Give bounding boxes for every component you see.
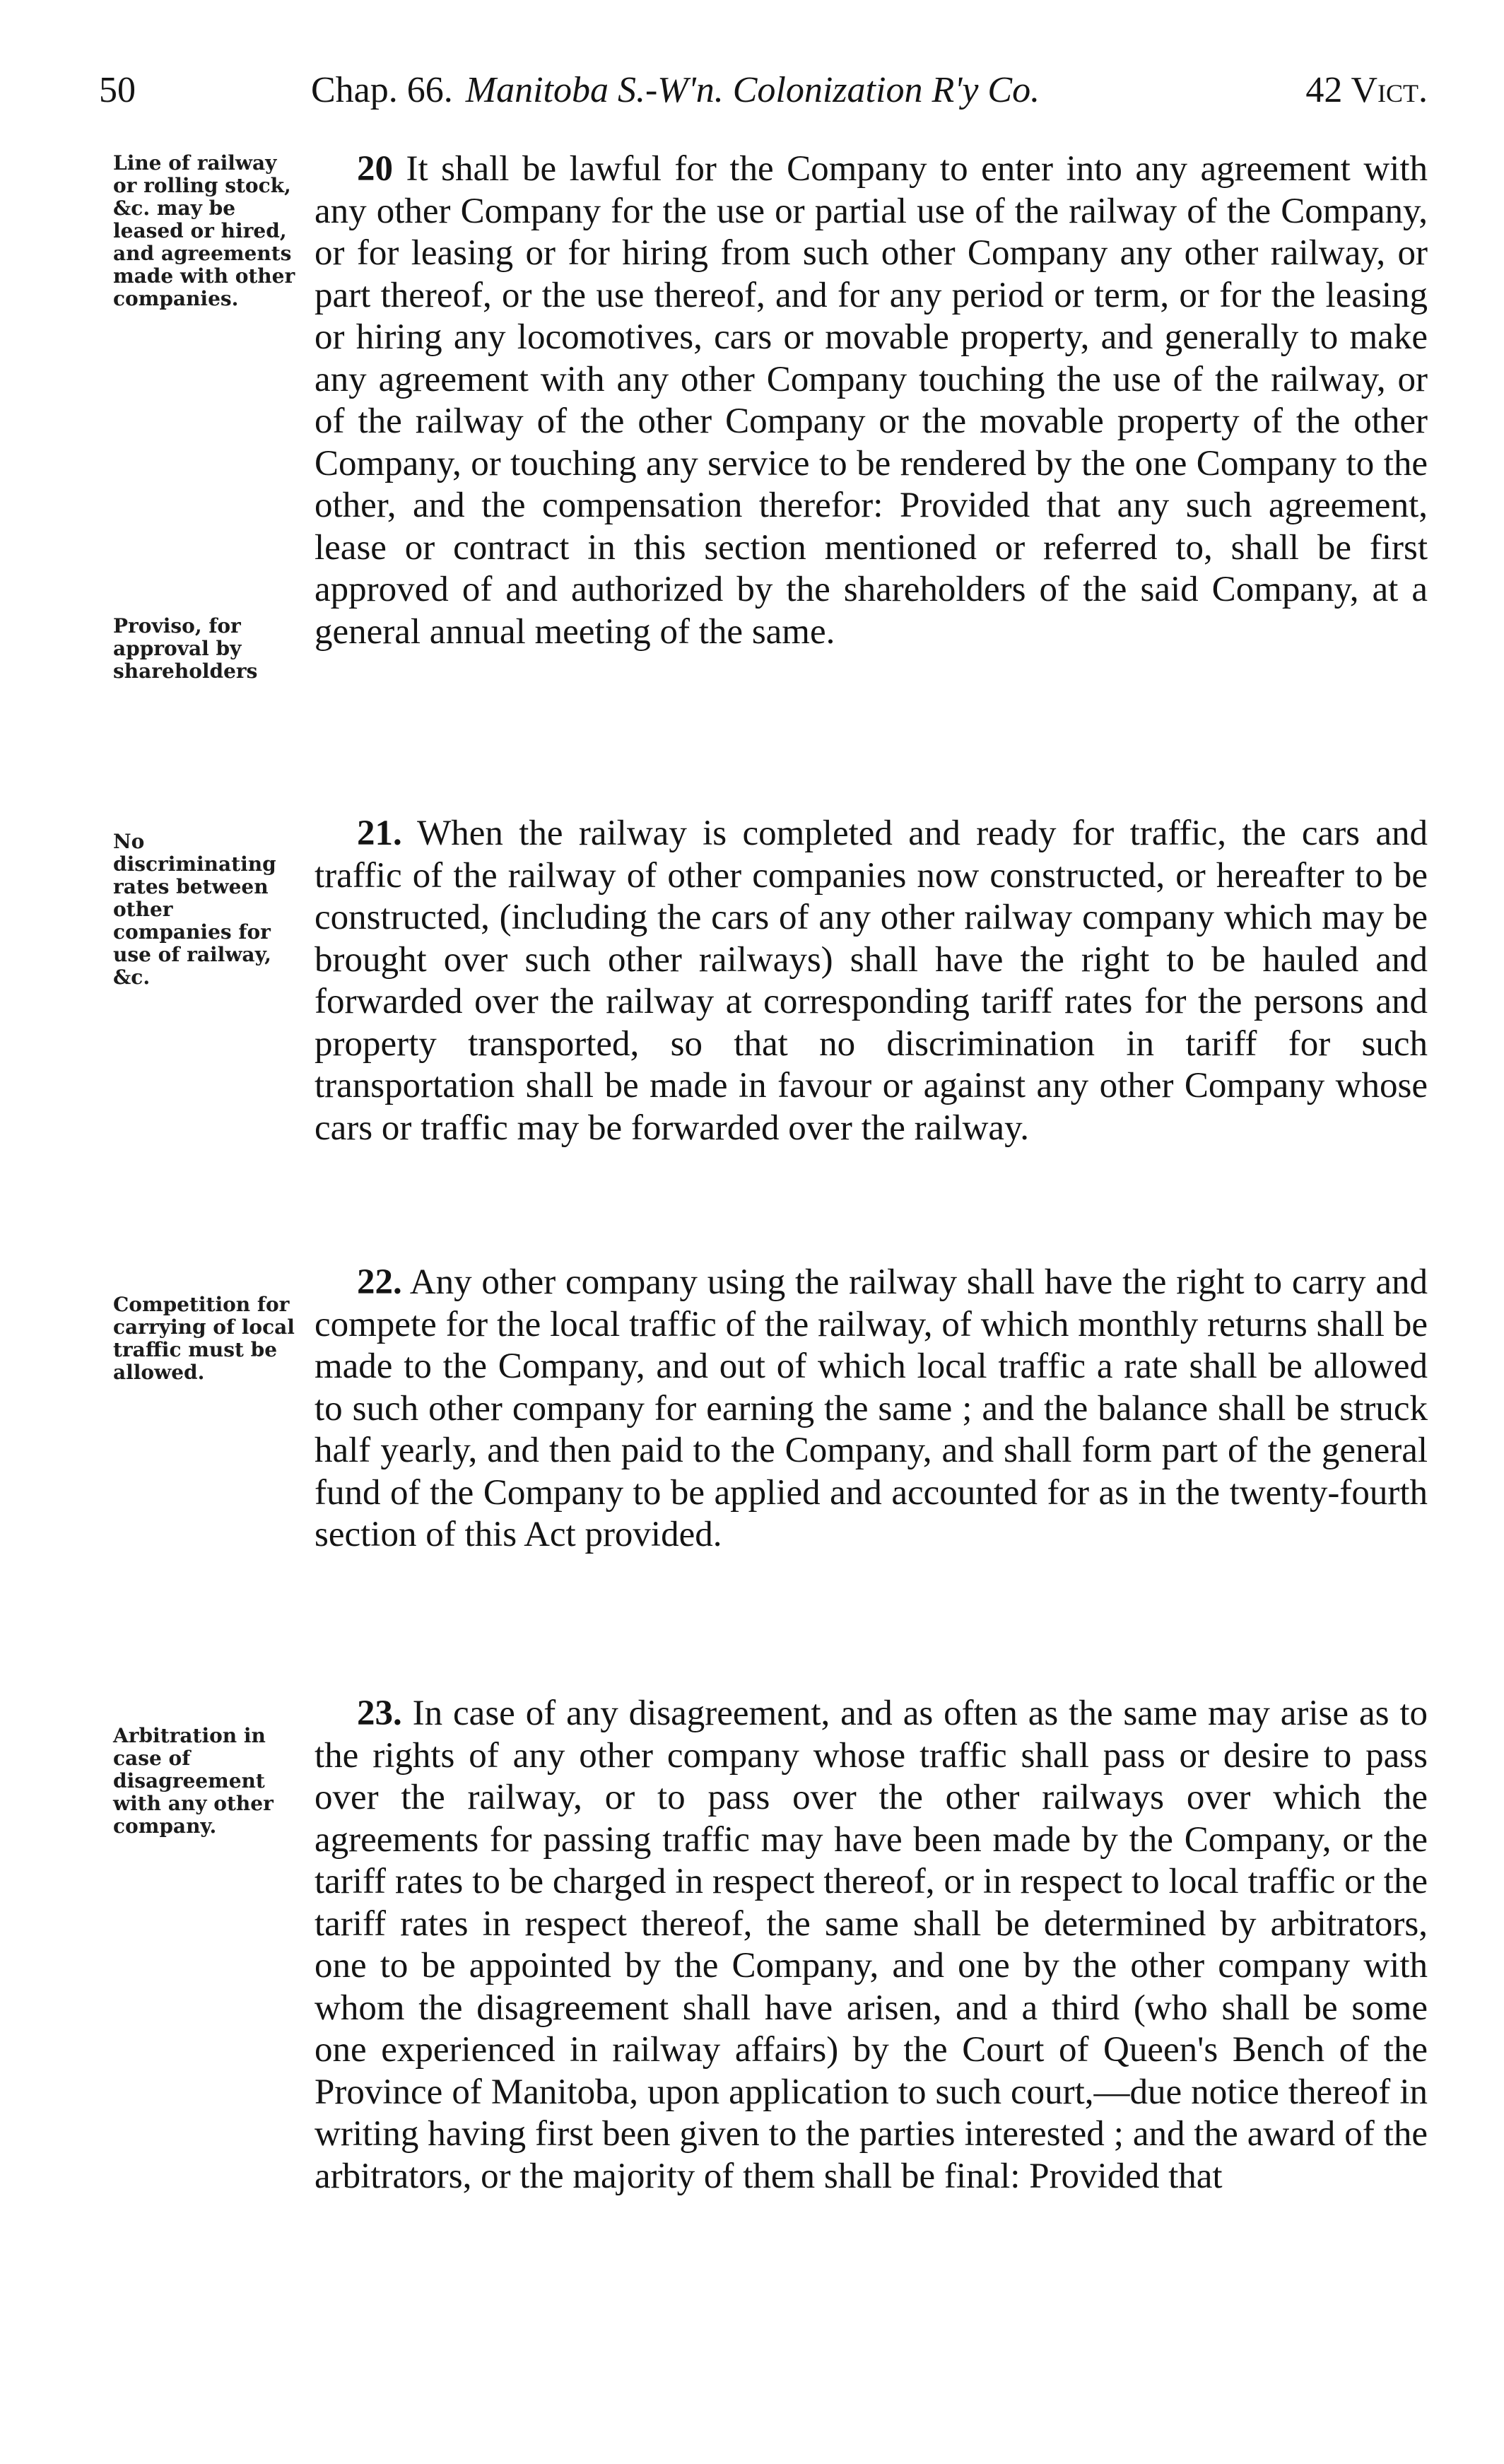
- section-text: It shall be lawful for the Company to enter into any agreement with any other Company for the use or partial use of the railway of the Company, or for leasing or for hiring from such other Company any other railway, or part thereof, or the use thereof, and for any period or term, or for the leasing or hiring any locomotives, cars or movable property, and generally to make any agreement with any other Company touching the use of the railway, or of the railway of the other Company or the movable property of the other Company, or touching any service to be rendered by the one Company to the other, and the compensation therefor: Provided that any such agreement, lease or contract in this section mentioned or referred to, shall be first approved of and authorized by the shareholders of the said Company, at a general annual meeting of the same.: [315, 149, 1428, 652]
- running-head: [311, 62, 1040, 119]
- page-number: 50: [99, 70, 136, 110]
- section-number: 22.: [357, 1262, 402, 1302]
- section-text: When the railway is completed and ready for traffic, the cars and traffic of the railway of other companies now constructed, or hereafter to be constructed, (including the cars of any other railway company which may be brought over such other railways) shall have the right to be hauled and forwarded over the railway at corresponding tariff rates for the persons and property transported, so that no discrimination in tariff for such transportation shall be made in favour or against any other Company whose cars or traffic may be forwarded over the railway.: [315, 814, 1428, 1148]
- sidenote-proviso: Proviso, for approval by shareholders: [113, 614, 258, 683]
- regnal-year: 42 Vict.: [1305, 70, 1428, 110]
- section-number: 20: [357, 149, 393, 189]
- section-body: [315, 813, 1428, 1149]
- section-body: [315, 1693, 1428, 2198]
- act-title: Manitoba S.-W'n. Colonization R'y Co.: [465, 70, 1040, 110]
- sidenote-competition: Competition for carrying of local traffic must be allowed.: [113, 1293, 295, 1384]
- section-body: [315, 148, 1428, 653]
- sidenote-leasing: Line of railway or rolling stock, &c. may be leased or hired, and agreements made with other companies.: [113, 151, 295, 310]
- section-number: 23.: [357, 1694, 402, 1733]
- section-text: Any other company using the railway shall have the right to carry and compete for the local traffic of the railway, of which monthly returns shall be made to the Company, and out of which local traffic a rate shall be allowed to such other company for earning the same ; and the balance shall be struck half yearly, and then paid to the Company, and shall form part of the general fund of the Company to be applied and accounted for as in the twenty-fourth section of this Act provided.: [315, 1262, 1428, 1554]
- section-body: [315, 1262, 1428, 1556]
- sidenote-no-discrimination: No discriminating rates between other companies for use of railway, &c.: [113, 830, 276, 989]
- section-text: In case of any disagreement, and as often as the same may arise as to the rights of any other company whose traffic shall pass or desire to pass over the railway, or to pass over the other railways over which the agreements for passing traffic may have been made by the Company, or the tariff rates to be charged in respect thereof, or in respect to local traffic or the tariff rates in respect thereof, the same shall be determined by arbitrators, one to be appointed by the Company, and one by the other company with whom the disagreement shall have arisen, and a third (who shall be some one experienced in railway affairs) by the Court of Queen's Bench of the Province of Manitoba, upon application to such court,—due notice thereof in writing having first been given to the parties interested ; and the award of the arbitrators, or the majority of them shall be final: Provided that: [315, 1694, 1428, 2196]
- sidenote-arbitration: Arbitration in case of disagreement with any other company.: [113, 1724, 274, 1838]
- chapter-label: Chap. 66.: [311, 70, 453, 110]
- section-number: 21.: [357, 814, 402, 853]
- running-header: [99, 62, 1428, 119]
